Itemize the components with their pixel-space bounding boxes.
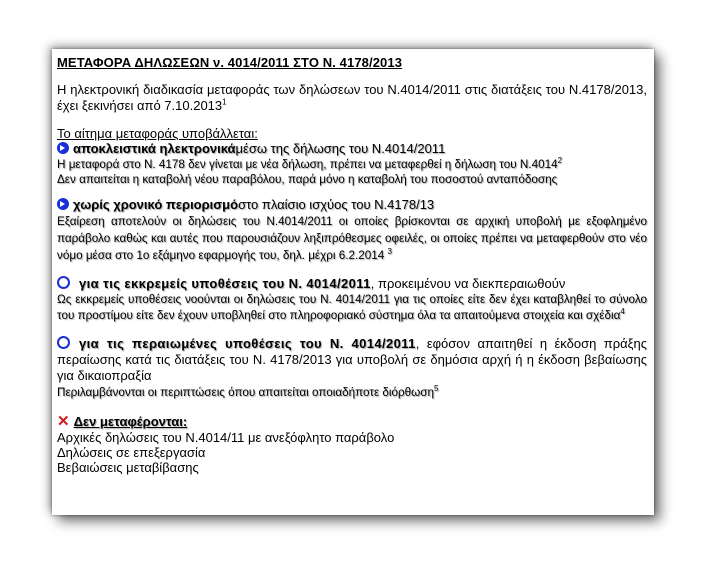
item-detail-paragraph (57, 213, 647, 264)
request-heading: Το αίτημα μεταφοράς υποβάλλεται: (57, 126, 258, 141)
not-transferred-title: Δεν μεταφέρονται: (73, 414, 188, 429)
item-detail-line (57, 172, 647, 187)
detail-text: Ως εκκρεμείς υποθέσεις νοούνται οι δηλώσεις του Ν. 4014/2011 για τις οποίες είτε δεν έχει καταβληθεί το σύνολο του προστίμου είτε δεν έχουν υποβληθεί στο πληροφοριακό σύστημα όλα τα απαιτούμενα στοιχεία και σχέδια (57, 293, 647, 322)
red-cross-icon: ✕ (57, 413, 70, 430)
item-rest: , εφόσον απαιτηθεί η έκδοση πράξης περαίωσης κατά τις διατάξεις του Ν. 4178/2013 για υποβολή σε δημόσια αρχή ή η έκδοση βεβαίωσης για δικαιοπραξία (57, 336, 647, 383)
item-rest: στο πλαίσιο ισχύος του Ν.4178/13 (238, 197, 435, 212)
document-page (52, 49, 654, 515)
detail-text: Εξαίρεση αποτελούν οι δηλώσεις του Ν.4014/2011 οι οποίες βρίσκονται σε αρχική υποβολή με εξοφλημένο παράβολο καθώς και αυτές που παρουσιάζουν ληξιπρόθεσμες οφειλές, οι οποίες πρέπει να μεταφερθούν στο νέο νόμο μέσα στο 1ο εξάμηνο εφαρμογής του, δηλ. μέχρι 6.2.2014 (57, 215, 647, 262)
item-completed-cases (57, 336, 647, 384)
footnote-ref: 5 (434, 384, 439, 394)
arrow-circle-icon (57, 142, 69, 154)
arrow-circle-icon (57, 198, 69, 210)
item-bold: αποκλειστικά ηλεκτρονικά (73, 141, 236, 156)
footnote-ref: 3 (387, 247, 392, 257)
footnote-ref: 2 (557, 156, 563, 166)
document-title: ΜΕΤΑΦΟΡΑ ΔΗΛΩΣΕΩΝ ν. 4014/2011 ΣΤΟ Ν. 4178/2013 (57, 55, 403, 70)
ring-bullet-icon (57, 336, 70, 349)
detail-text: Δεν απαιτείται η καταβολή νέου παραβόλου, παρά μόνο η καταβολή του ποσοστού ανταπόδοσης (57, 173, 558, 186)
detail-text: Η μεταφορά στο Ν. 4178 δεν γίνεται με νέα δήλωση, πρέπει να μεταφερθεί η δήλωση του Ν.4014 (57, 158, 558, 171)
item-electronic-only (57, 141, 647, 157)
item-bold: για τις περαιωμένες υποθέσεις του Ν. 4014/2011 (79, 336, 416, 351)
item-detail-line (57, 157, 647, 172)
item-detail-paragraph (57, 292, 647, 324)
item-bold: για τις εκκρεμείς υποθέσεις του Ν. 4014/2011 (79, 276, 371, 291)
item-pending-cases (57, 276, 647, 292)
item-rest: , προκειμένου να διεκπεραιωθούν (370, 276, 566, 291)
footnote-ref: 4 (620, 307, 625, 317)
footnote-ref: 1 (222, 97, 227, 107)
document-content (57, 55, 647, 475)
item-no-time-limit (57, 197, 647, 213)
ring-bullet-icon (57, 276, 70, 289)
list-item: Αρχικές δηλώσεις του Ν.4014/11 με ανεξόφλητο παράβολο (57, 430, 395, 445)
not-transferred-heading (57, 414, 647, 430)
item-bold: χωρίς χρονικό περιορισμό (73, 197, 239, 212)
list-item: Δηλώσεις σε επεξεργασία (57, 445, 206, 460)
detail-text: Περιλαμβάνονται οι περιπτώσεις όπου απαιτείται οποιαδήποτε διόρθωση (57, 386, 435, 399)
item-rest: μέσω της δήλωσης του Ν.4014/2011 (235, 141, 446, 156)
item-detail-paragraph (57, 385, 647, 400)
intro-text: Η ηλεκτρονική διαδικασία μεταφοράς των δηλώσεων του Ν.4014/2011 στις διατάξεις του Ν.4178/2013, έχει ξεκινήσει από 7.10.2013 (57, 82, 647, 113)
intro-paragraph (57, 82, 647, 114)
list-item: Βεβαιώσεις μεταβίβασης (57, 460, 199, 475)
